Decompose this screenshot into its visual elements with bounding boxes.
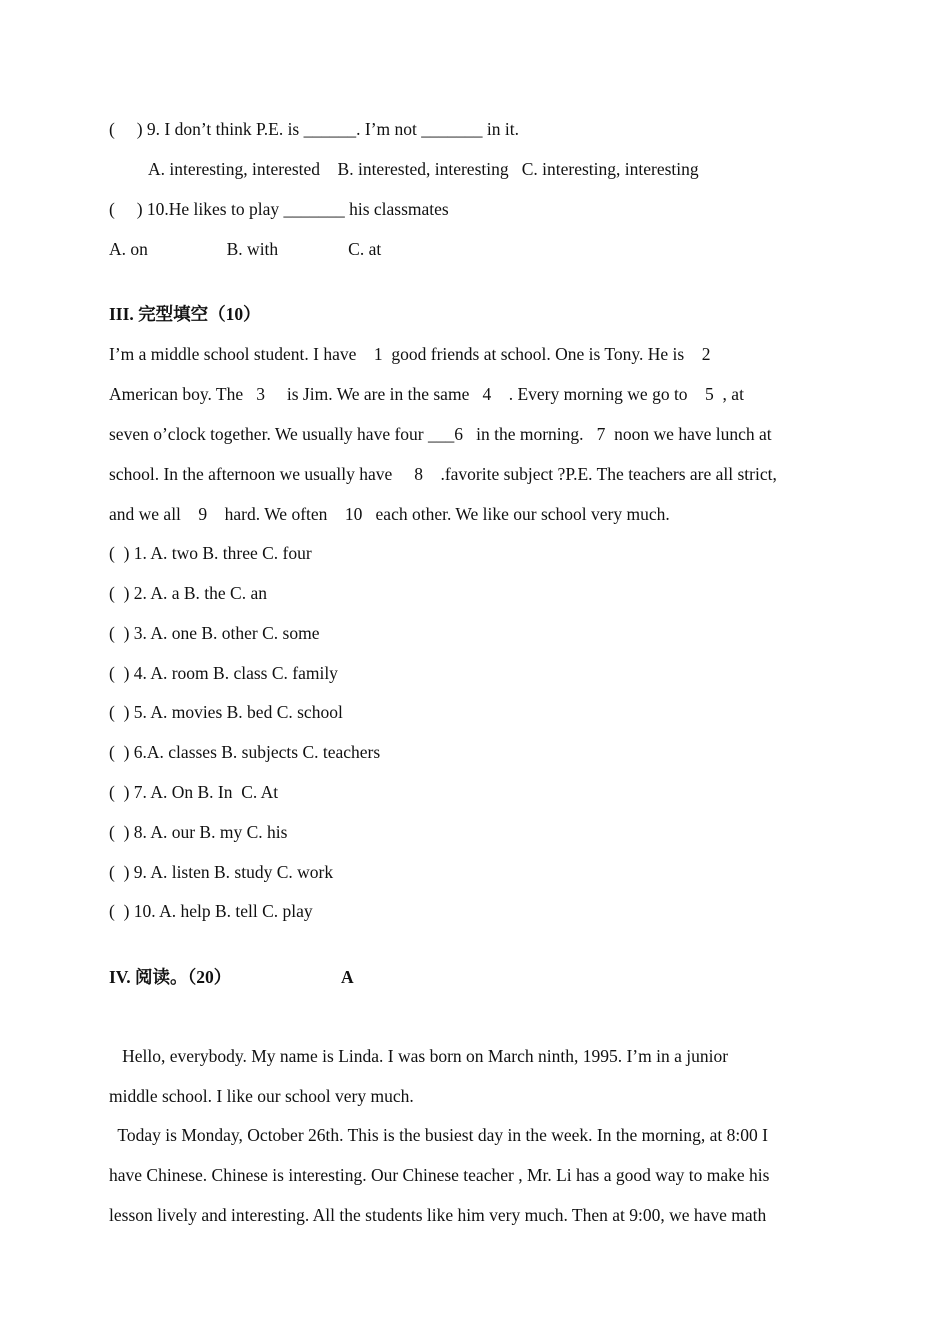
- section-heading-cloze: III. 完型填空（10）: [109, 304, 261, 324]
- cloze-question: ( ) 10. A. help B. tell C. play: [109, 901, 313, 921]
- reading-passage-line: have Chinese. Chinese is interesting. Our Chinese teacher , Mr. Li has a good way to make his: [109, 1165, 770, 1185]
- question-10-options: A. on B. with C. at: [109, 239, 382, 259]
- reading-passage-line: Hello, everybody. My name is Linda. I was born on March ninth, 1995. I’m in a junior: [109, 1046, 729, 1066]
- cloze-passage-line: I’m a middle school student. I have 1 good friends at school. One is Tony. He is 2: [109, 344, 711, 364]
- cloze-question: ( ) 6.A. classes B. subjects C. teachers: [109, 742, 381, 762]
- cloze-question: ( ) 1. A. two B. three C. four: [109, 543, 312, 563]
- reading-passage-line: middle school. I like our school very much.: [109, 1086, 414, 1106]
- cloze-question: ( ) 4. A. room B. class C. family: [109, 663, 338, 683]
- reading-passage-line: lesson lively and interesting. All the students like him very much. Then at 9:00, we have math: [109, 1205, 767, 1225]
- cloze-question: ( ) 9. A. listen B. study C. work: [109, 862, 334, 882]
- cloze-passage-line: American boy. The 3 is Jim. We are in the same 4 . Every morning we go to 5 , at: [109, 384, 744, 404]
- section-heading-reading: IV. 阅读。（20）: [109, 967, 232, 987]
- cloze-passage-line: school. In the afternoon we usually have 8 .favorite subject ?P.E. The teachers are all strict,: [109, 464, 777, 484]
- cloze-question: ( ) 7. A. On B. In C. At: [109, 782, 279, 802]
- question-10: ( ) 10.He likes to play _______ his classmates: [109, 199, 449, 219]
- question-9: ( ) 9. I don’t think P.E. is ______. I’m not _______ in it.: [109, 119, 519, 139]
- cloze-question: ( ) 3. A. one B. other C. some: [109, 623, 320, 643]
- cloze-question: ( ) 5. A. movies B. bed C. school: [109, 702, 343, 722]
- cloze-passage-line: seven o’clock together. We usually have four ___6 in the morning. 7 noon we have lunch at: [109, 424, 772, 444]
- cloze-passage-line: and we all 9 hard. We often 10 each other. We like our school very much.: [109, 504, 670, 524]
- cloze-question: ( ) 8. A. our B. my C. his: [109, 822, 288, 842]
- reading-passage-line: Today is Monday, October 26th. This is the busiest day in the week. In the morning, at 8:00 I: [109, 1125, 768, 1145]
- question-9-options: A. interesting, interested B. interested, interesting C. interesting, interesting: [148, 159, 699, 179]
- reading-section-label: A: [341, 967, 354, 987]
- cloze-question: ( ) 2. A. a B. the C. an: [109, 583, 267, 603]
